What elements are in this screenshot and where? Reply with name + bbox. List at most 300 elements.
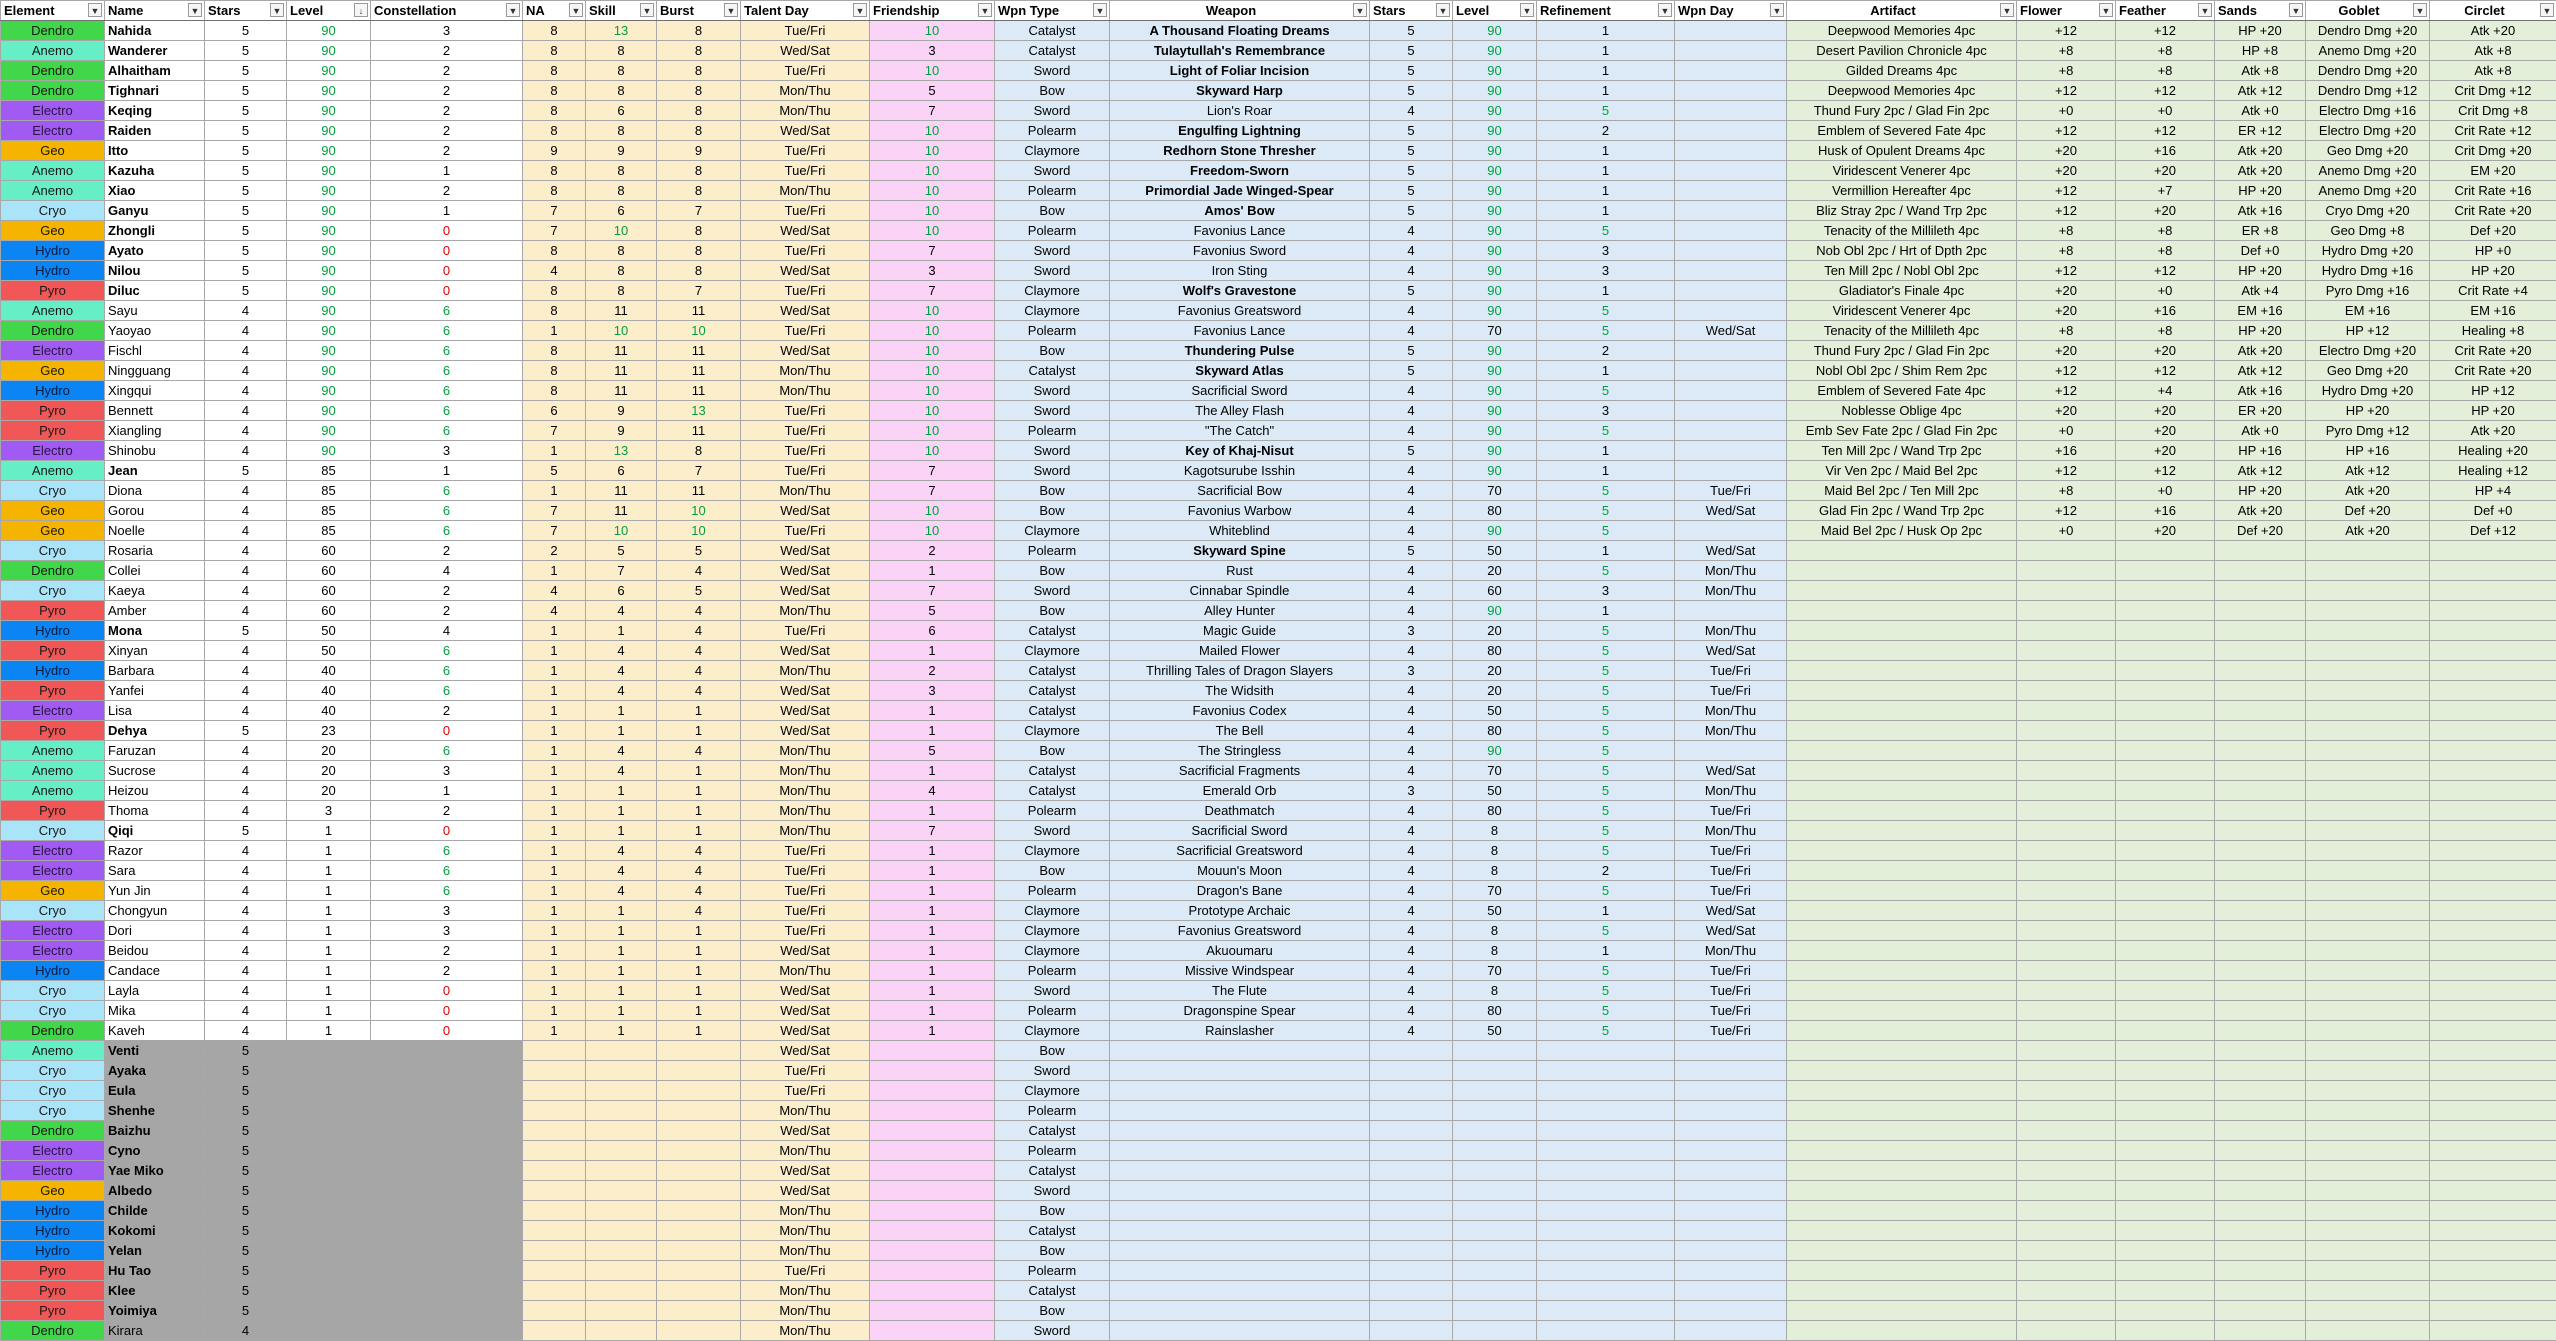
cell-na[interactable]: 8 (523, 161, 586, 181)
cell-flower[interactable] (2017, 921, 2116, 941)
cell-level[interactable]: 1 (287, 821, 371, 841)
cell-artifact[interactable]: Thund Fury 2pc / Glad Fin 2pc (1787, 101, 2017, 121)
cell-element[interactable]: Hydro (1, 661, 105, 681)
cell-circlet[interactable]: Def +20 (2430, 221, 2556, 241)
cell-refinement[interactable]: 5 (1537, 821, 1675, 841)
cell-friendship[interactable]: 3 (870, 41, 995, 61)
cell-burst[interactable] (657, 1061, 741, 1081)
cell-wpn-day[interactable] (1675, 361, 1787, 381)
cell-goblet[interactable]: Pyro Dmg +12 (2306, 421, 2430, 441)
cell-refinement[interactable]: 1 (1537, 441, 1675, 461)
cell-constellation[interactable] (371, 1161, 523, 1181)
cell-constellation[interactable]: 4 (371, 621, 523, 641)
cell-artifact[interactable]: Viridescent Venerer 4pc (1787, 161, 2017, 181)
cell-circlet[interactable]: HP +0 (2430, 241, 2556, 261)
cell-talent-day[interactable]: Wed/Sat (741, 721, 870, 741)
cell-flower[interactable]: +12 (2017, 261, 2116, 281)
cell-goblet[interactable]: Dendro Dmg +20 (2306, 61, 2430, 81)
cell-artifact[interactable]: Emblem of Severed Fate 4pc (1787, 381, 2017, 401)
cell-refinement[interactable] (1537, 1321, 1675, 1341)
cell-friendship[interactable] (870, 1261, 995, 1281)
cell-refinement[interactable]: 5 (1537, 641, 1675, 661)
cell-burst[interactable] (657, 1281, 741, 1301)
cell-circlet[interactable] (2430, 881, 2556, 901)
cell-level[interactable] (287, 1301, 371, 1321)
cell-weapon[interactable] (1110, 1221, 1370, 1241)
cell-goblet[interactable]: Dendro Dmg +12 (2306, 81, 2430, 101)
cell-element[interactable]: Cryo (1, 981, 105, 1001)
cell-talent-day[interactable]: Tue/Fri (741, 161, 870, 181)
cell-skill[interactable] (586, 1281, 657, 1301)
cell-na[interactable]: 7 (523, 421, 586, 441)
cell-wpn-level[interactable] (1453, 1101, 1537, 1121)
cell-constellation[interactable]: 2 (371, 181, 523, 201)
cell-name[interactable]: Sara (105, 861, 205, 881)
cell-level[interactable]: 50 (287, 621, 371, 641)
cell-artifact[interactable]: Glad Fin 2pc / Wand Trp 2pc (1787, 501, 2017, 521)
cell-na[interactable]: 1 (523, 941, 586, 961)
cell-burst[interactable]: 1 (657, 1021, 741, 1041)
cell-sands[interactable]: Atk +8 (2215, 61, 2306, 81)
cell-friendship[interactable]: 3 (870, 681, 995, 701)
cell-artifact[interactable]: Emblem of Severed Fate 4pc (1787, 121, 2017, 141)
cell-goblet[interactable] (2306, 1321, 2430, 1341)
cell-wpn-stars[interactable]: 4 (1370, 861, 1453, 881)
col-header-stars[interactable] (205, 1, 287, 21)
cell-wpn-stars[interactable] (1370, 1321, 1453, 1341)
cell-skill[interactable]: 4 (586, 661, 657, 681)
cell-feather[interactable]: +12 (2116, 361, 2215, 381)
cell-talent-day[interactable]: Mon/Thu (741, 1281, 870, 1301)
cell-stars[interactable]: 4 (205, 361, 287, 381)
cell-wpn-type[interactable]: Polearm (995, 181, 1110, 201)
cell-level[interactable]: 90 (287, 301, 371, 321)
cell-stars[interactable]: 5 (205, 201, 287, 221)
cell-talent-day[interactable]: Wed/Sat (741, 261, 870, 281)
cell-stars[interactable]: 5 (205, 141, 287, 161)
cell-refinement[interactable]: 2 (1537, 341, 1675, 361)
cell-talent-day[interactable]: Mon/Thu (741, 601, 870, 621)
cell-flower[interactable]: +12 (2017, 121, 2116, 141)
cell-burst[interactable]: 11 (657, 381, 741, 401)
cell-wpn-stars[interactable]: 5 (1370, 201, 1453, 221)
cell-skill[interactable]: 1 (586, 701, 657, 721)
cell-talent-day[interactable]: Mon/Thu (741, 801, 870, 821)
cell-flower[interactable] (2017, 1081, 2116, 1101)
cell-friendship[interactable]: 10 (870, 221, 995, 241)
cell-wpn-level[interactable]: 90 (1453, 181, 1537, 201)
cell-wpn-level[interactable] (1453, 1201, 1537, 1221)
cell-weapon[interactable]: Missive Windspear (1110, 961, 1370, 981)
cell-skill[interactable]: 6 (586, 581, 657, 601)
cell-wpn-day[interactable] (1675, 161, 1787, 181)
cell-sands[interactable]: ER +20 (2215, 401, 2306, 421)
cell-wpn-stars[interactable]: 4 (1370, 921, 1453, 941)
cell-sands[interactable] (2215, 581, 2306, 601)
cell-name[interactable]: Yun Jin (105, 881, 205, 901)
cell-weapon[interactable]: "The Catch" (1110, 421, 1370, 441)
cell-wpn-stars[interactable]: 4 (1370, 321, 1453, 341)
cell-talent-day[interactable]: Mon/Thu (741, 1101, 870, 1121)
cell-sands[interactable]: Atk +0 (2215, 101, 2306, 121)
cell-weapon[interactable]: Whiteblind (1110, 521, 1370, 541)
cell-artifact[interactable] (1787, 741, 2017, 761)
cell-talent-day[interactable]: Wed/Sat (741, 1121, 870, 1141)
cell-skill[interactable]: 1 (586, 1001, 657, 1021)
cell-wpn-type[interactable]: Sword (995, 401, 1110, 421)
cell-wpn-stars[interactable]: 4 (1370, 881, 1453, 901)
cell-skill[interactable]: 11 (586, 381, 657, 401)
cell-wpn-level[interactable]: 70 (1453, 321, 1537, 341)
cell-stars[interactable]: 4 (205, 841, 287, 861)
cell-sands[interactable] (2215, 821, 2306, 841)
cell-friendship[interactable]: 10 (870, 61, 995, 81)
cell-wpn-level[interactable] (1453, 1081, 1537, 1101)
cell-talent-day[interactable]: Tue/Fri (741, 421, 870, 441)
cell-goblet[interactable] (2306, 681, 2430, 701)
cell-feather[interactable] (2116, 1201, 2215, 1221)
cell-feather[interactable] (2116, 961, 2215, 981)
cell-skill[interactable]: 1 (586, 921, 657, 941)
cell-talent-day[interactable]: Tue/Fri (741, 861, 870, 881)
cell-wpn-stars[interactable]: 4 (1370, 401, 1453, 421)
cell-wpn-day[interactable] (1675, 461, 1787, 481)
cell-friendship[interactable]: 1 (870, 841, 995, 861)
cell-circlet[interactable]: Crit Rate +20 (2430, 201, 2556, 221)
cell-friendship[interactable]: 7 (870, 101, 995, 121)
cell-element[interactable]: Anemo (1, 161, 105, 181)
cell-name[interactable]: Ningguang (105, 361, 205, 381)
cell-name[interactable]: Heizou (105, 781, 205, 801)
cell-na[interactable]: 1 (523, 701, 586, 721)
cell-constellation[interactable]: 3 (371, 21, 523, 41)
cell-flower[interactable] (2017, 1201, 2116, 1221)
cell-goblet[interactable] (2306, 941, 2430, 961)
cell-wpn-level[interactable]: 8 (1453, 981, 1537, 1001)
cell-burst[interactable]: 4 (657, 741, 741, 761)
cell-flower[interactable] (2017, 741, 2116, 761)
cell-circlet[interactable] (2430, 1221, 2556, 1241)
cell-stars[interactable]: 5 (205, 1181, 287, 1201)
cell-name[interactable]: Klee (105, 1281, 205, 1301)
cell-sands[interactable] (2215, 1301, 2306, 1321)
cell-flower[interactable] (2017, 861, 2116, 881)
cell-wpn-stars[interactable]: 4 (1370, 101, 1453, 121)
cell-flower[interactable]: +16 (2017, 441, 2116, 461)
col-header-skill[interactable] (586, 1, 657, 21)
cell-friendship[interactable]: 10 (870, 161, 995, 181)
cell-element[interactable]: Dendro (1, 21, 105, 41)
cell-feather[interactable]: +8 (2116, 241, 2215, 261)
col-header-wpn-day[interactable] (1675, 1, 1787, 21)
cell-sands[interactable] (2215, 941, 2306, 961)
cell-feather[interactable]: +20 (2116, 441, 2215, 461)
cell-element[interactable]: Hydro (1, 1201, 105, 1221)
cell-wpn-type[interactable]: Bow (995, 81, 1110, 101)
cell-na[interactable] (523, 1161, 586, 1181)
cell-na[interactable]: 7 (523, 201, 586, 221)
cell-talent-day[interactable]: Mon/Thu (741, 361, 870, 381)
cell-skill[interactable]: 4 (586, 641, 657, 661)
cell-weapon[interactable]: Sacrificial Sword (1110, 381, 1370, 401)
cell-wpn-level[interactable]: 90 (1453, 281, 1537, 301)
cell-constellation[interactable]: 3 (371, 441, 523, 461)
col-header-weapon[interactable] (1110, 1, 1370, 21)
cell-feather[interactable]: +0 (2116, 101, 2215, 121)
cell-weapon[interactable]: Primordial Jade Winged-Spear (1110, 181, 1370, 201)
cell-skill[interactable] (586, 1121, 657, 1141)
cell-wpn-day[interactable] (1675, 1121, 1787, 1141)
cell-wpn-stars[interactable]: 4 (1370, 381, 1453, 401)
cell-talent-day[interactable]: Wed/Sat (741, 561, 870, 581)
cell-burst[interactable]: 7 (657, 201, 741, 221)
cell-artifact[interactable]: Noblesse Oblige 4pc (1787, 401, 2017, 421)
cell-goblet[interactable] (2306, 781, 2430, 801)
cell-weapon[interactable]: Magic Guide (1110, 621, 1370, 641)
cell-circlet[interactable] (2430, 721, 2556, 741)
cell-name[interactable]: Xiangling (105, 421, 205, 441)
cell-goblet[interactable] (2306, 1101, 2430, 1121)
cell-circlet[interactable] (2430, 1261, 2556, 1281)
cell-feather[interactable] (2116, 921, 2215, 941)
cell-sands[interactable] (2215, 1021, 2306, 1041)
cell-wpn-level[interactable]: 80 (1453, 801, 1537, 821)
cell-wpn-day[interactable]: Tue/Fri (1675, 961, 1787, 981)
cell-refinement[interactable]: 5 (1537, 621, 1675, 641)
cell-feather[interactable]: +12 (2116, 21, 2215, 41)
cell-goblet[interactable]: Pyro Dmg +16 (2306, 281, 2430, 301)
cell-talent-day[interactable]: Mon/Thu (741, 761, 870, 781)
cell-burst[interactable]: 4 (657, 601, 741, 621)
cell-name[interactable]: Yae Miko (105, 1161, 205, 1181)
cell-wpn-day[interactable] (1675, 381, 1787, 401)
cell-feather[interactable] (2116, 1261, 2215, 1281)
cell-stars[interactable]: 4 (205, 801, 287, 821)
filter-dropdown-icon[interactable]: ▼ (853, 3, 867, 17)
cell-feather[interactable] (2116, 1241, 2215, 1261)
cell-circlet[interactable] (2430, 821, 2556, 841)
cell-talent-day[interactable]: Tue/Fri (741, 141, 870, 161)
cell-flower[interactable] (2017, 561, 2116, 581)
col-header-na[interactable] (523, 1, 586, 21)
cell-artifact[interactable]: Emb Sev Fate 2pc / Glad Fin 2pc (1787, 421, 2017, 441)
cell-talent-day[interactable]: Tue/Fri (741, 1061, 870, 1081)
cell-stars[interactable]: 4 (205, 781, 287, 801)
cell-friendship[interactable]: 10 (870, 441, 995, 461)
cell-wpn-type[interactable]: Polearm (995, 421, 1110, 441)
cell-artifact[interactable]: Desert Pavilion Chronicle 4pc (1787, 41, 2017, 61)
cell-weapon[interactable]: Prototype Archaic (1110, 901, 1370, 921)
cell-goblet[interactable] (2306, 701, 2430, 721)
cell-name[interactable]: Mika (105, 1001, 205, 1021)
filter-dropdown-icon[interactable]: ▼ (188, 3, 202, 17)
cell-talent-day[interactable]: Wed/Sat (741, 1161, 870, 1181)
cell-element[interactable]: Pyro (1, 401, 105, 421)
cell-element[interactable]: Anemo (1, 781, 105, 801)
cell-element[interactable]: Electro (1, 941, 105, 961)
cell-element[interactable]: Cryo (1, 1001, 105, 1021)
cell-goblet[interactable] (2306, 801, 2430, 821)
cell-burst[interactable]: 4 (657, 681, 741, 701)
cell-stars[interactable]: 5 (205, 1241, 287, 1261)
cell-friendship[interactable]: 10 (870, 121, 995, 141)
cell-element[interactable]: Electro (1, 701, 105, 721)
cell-refinement[interactable] (1537, 1261, 1675, 1281)
cell-skill[interactable] (586, 1161, 657, 1181)
cell-wpn-level[interactable]: 90 (1453, 461, 1537, 481)
cell-element[interactable]: Anemo (1, 1041, 105, 1061)
cell-wpn-type[interactable]: Polearm (995, 1261, 1110, 1281)
cell-feather[interactable]: +12 (2116, 261, 2215, 281)
cell-name[interactable]: Kaeya (105, 581, 205, 601)
cell-constellation[interactable]: 0 (371, 241, 523, 261)
cell-flower[interactable]: +20 (2017, 141, 2116, 161)
cell-level[interactable] (287, 1061, 371, 1081)
cell-flower[interactable] (2017, 841, 2116, 861)
cell-friendship[interactable] (870, 1301, 995, 1321)
cell-constellation[interactable]: 3 (371, 901, 523, 921)
cell-weapon[interactable]: Thundering Pulse (1110, 341, 1370, 361)
cell-refinement[interactable]: 5 (1537, 781, 1675, 801)
cell-artifact[interactable] (1787, 961, 2017, 981)
cell-constellation[interactable]: 6 (371, 861, 523, 881)
cell-burst[interactable]: 11 (657, 341, 741, 361)
cell-flower[interactable]: +8 (2017, 41, 2116, 61)
cell-goblet[interactable]: Atk +20 (2306, 481, 2430, 501)
cell-skill[interactable]: 8 (586, 81, 657, 101)
cell-wpn-type[interactable]: Sword (995, 61, 1110, 81)
cell-goblet[interactable] (2306, 1241, 2430, 1261)
cell-skill[interactable]: 6 (586, 201, 657, 221)
cell-name[interactable]: Ayaka (105, 1061, 205, 1081)
filter-dropdown-icon[interactable]: ▼ (1770, 3, 1784, 17)
cell-stars[interactable]: 5 (205, 1121, 287, 1141)
cell-goblet[interactable] (2306, 841, 2430, 861)
cell-constellation[interactable] (371, 1101, 523, 1121)
cell-na[interactable]: 7 (523, 221, 586, 241)
cell-circlet[interactable] (2430, 1001, 2556, 1021)
cell-constellation[interactable]: 0 (371, 821, 523, 841)
cell-flower[interactable] (2017, 701, 2116, 721)
cell-constellation[interactable]: 0 (371, 721, 523, 741)
cell-goblet[interactable]: Anemo Dmg +20 (2306, 161, 2430, 181)
cell-friendship[interactable] (870, 1181, 995, 1201)
cell-friendship[interactable]: 1 (870, 641, 995, 661)
cell-wpn-level[interactable] (1453, 1121, 1537, 1141)
cell-constellation[interactable]: 6 (371, 361, 523, 381)
cell-feather[interactable]: +7 (2116, 181, 2215, 201)
cell-talent-day[interactable]: Wed/Sat (741, 701, 870, 721)
cell-talent-day[interactable]: Tue/Fri (741, 201, 870, 221)
cell-weapon[interactable]: Dragonspine Spear (1110, 1001, 1370, 1021)
cell-friendship[interactable]: 7 (870, 461, 995, 481)
cell-feather[interactable]: +20 (2116, 401, 2215, 421)
cell-level[interactable] (287, 1041, 371, 1061)
cell-element[interactable]: Geo (1, 221, 105, 241)
cell-name[interactable]: Zhongli (105, 221, 205, 241)
cell-constellation[interactable]: 2 (371, 541, 523, 561)
cell-wpn-type[interactable]: Catalyst (995, 661, 1110, 681)
cell-weapon[interactable] (1110, 1121, 1370, 1141)
cell-circlet[interactable] (2430, 961, 2556, 981)
cell-burst[interactable]: 8 (657, 161, 741, 181)
cell-element[interactable]: Cryo (1, 201, 105, 221)
cell-artifact[interactable] (1787, 821, 2017, 841)
cell-artifact[interactable] (1787, 1041, 2017, 1061)
cell-na[interactable]: 8 (523, 61, 586, 81)
cell-wpn-level[interactable] (1453, 1281, 1537, 1301)
cell-goblet[interactable]: Dendro Dmg +20 (2306, 21, 2430, 41)
cell-wpn-stars[interactable]: 4 (1370, 701, 1453, 721)
cell-wpn-type[interactable]: Claymore (995, 281, 1110, 301)
cell-circlet[interactable] (2430, 1041, 2556, 1061)
cell-circlet[interactable] (2430, 1321, 2556, 1341)
cell-friendship[interactable]: 1 (870, 721, 995, 741)
cell-stars[interactable]: 5 (205, 721, 287, 741)
cell-circlet[interactable] (2430, 1161, 2556, 1181)
cell-refinement[interactable]: 5 (1537, 741, 1675, 761)
cell-artifact[interactable] (1787, 1101, 2017, 1121)
cell-skill[interactable]: 1 (586, 621, 657, 641)
cell-weapon[interactable]: Wolf's Gravestone (1110, 281, 1370, 301)
cell-stars[interactable]: 4 (205, 541, 287, 561)
cell-sands[interactable] (2215, 541, 2306, 561)
cell-wpn-type[interactable]: Bow (995, 501, 1110, 521)
cell-stars[interactable]: 4 (205, 381, 287, 401)
cell-wpn-stars[interactable]: 5 (1370, 361, 1453, 381)
cell-wpn-level[interactable]: 8 (1453, 861, 1537, 881)
cell-stars[interactable]: 4 (205, 941, 287, 961)
cell-constellation[interactable] (371, 1221, 523, 1241)
cell-level[interactable]: 90 (287, 121, 371, 141)
cell-circlet[interactable]: Crit Rate +20 (2430, 341, 2556, 361)
cell-refinement[interactable]: 5 (1537, 1001, 1675, 1021)
cell-feather[interactable] (2116, 541, 2215, 561)
cell-wpn-level[interactable]: 70 (1453, 881, 1537, 901)
cell-constellation[interactable]: 2 (371, 141, 523, 161)
cell-wpn-day[interactable]: Mon/Thu (1675, 721, 1787, 741)
cell-friendship[interactable]: 7 (870, 241, 995, 261)
cell-artifact[interactable] (1787, 1061, 2017, 1081)
cell-stars[interactable]: 4 (205, 1021, 287, 1041)
cell-na[interactable]: 1 (523, 321, 586, 341)
cell-element[interactable]: Hydro (1, 961, 105, 981)
cell-talent-day[interactable]: Tue/Fri (741, 841, 870, 861)
cell-na[interactable]: 1 (523, 921, 586, 941)
cell-wpn-level[interactable]: 90 (1453, 601, 1537, 621)
cell-wpn-stars[interactable]: 5 (1370, 61, 1453, 81)
cell-wpn-level[interactable] (1453, 1241, 1537, 1261)
cell-wpn-day[interactable] (1675, 1101, 1787, 1121)
cell-element[interactable]: Anemo (1, 181, 105, 201)
cell-refinement[interactable]: 2 (1537, 121, 1675, 141)
cell-wpn-level[interactable] (1453, 1181, 1537, 1201)
cell-artifact[interactable] (1787, 1321, 2017, 1341)
cell-circlet[interactable] (2430, 1121, 2556, 1141)
cell-circlet[interactable]: Crit Rate +16 (2430, 181, 2556, 201)
cell-friendship[interactable]: 10 (870, 21, 995, 41)
cell-burst[interactable]: 11 (657, 361, 741, 381)
cell-stars[interactable]: 4 (205, 481, 287, 501)
cell-talent-day[interactable]: Tue/Fri (741, 901, 870, 921)
cell-talent-day[interactable]: Wed/Sat (741, 541, 870, 561)
filter-dropdown-icon[interactable]: ▼ (2289, 3, 2303, 17)
cell-element[interactable]: Geo (1, 1181, 105, 1201)
cell-talent-day[interactable]: Wed/Sat (741, 1181, 870, 1201)
filter-dropdown-icon[interactable]: ▼ (724, 3, 738, 17)
cell-stars[interactable]: 5 (205, 261, 287, 281)
cell-friendship[interactable] (870, 1101, 995, 1121)
